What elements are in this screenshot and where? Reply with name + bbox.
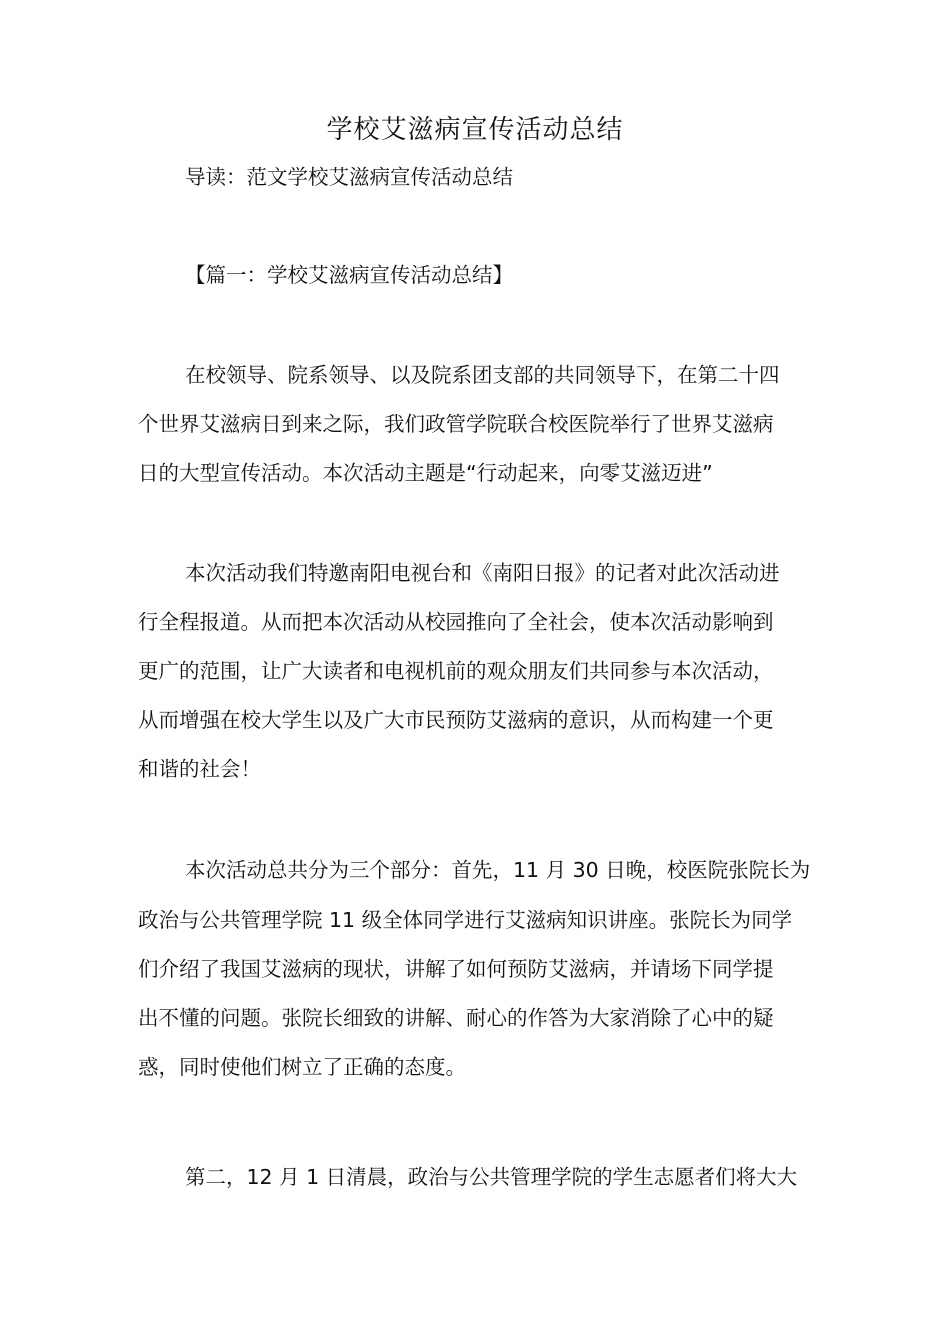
paragraph-line: 本次活动总共分为三个部分：首先，11 月 30 日晚，校医院张院长为 [185, 858, 811, 882]
paragraph-line: 和谐的社会！ [138, 757, 261, 781]
paragraph-line: 从而增强在校大学生以及广大市民预防艾滋病的意识，从而构建一个更 [138, 708, 774, 732]
paragraph-line: 在校领导、院系领导、以及院系团支部的共同领导下，在第二十四 [185, 363, 780, 387]
document-title: 学校艾滋病宣传活动总结 [326, 115, 624, 145]
paragraph-line: 政治与公共管理学院 11 级全体同学进行艾滋病知识讲座。张院长为同学 [138, 908, 793, 932]
paragraph-line: 行全程报道。从而把本次活动从校园推向了全社会，使本次活动影响到 [138, 610, 774, 634]
paragraph-line: 本次活动我们特邀南阳电视台和《南阳日报》的记者对此次活动进 [185, 561, 780, 585]
paragraph-line: 第二，12 月 1 日清晨，政治与公共管理学院的学生志愿者们将大大 [185, 1165, 798, 1189]
paragraph-line: 们介绍了我国艾滋病的现状，讲解了如何预防艾滋病，并请场下同学提 [138, 957, 774, 981]
paragraph-line: 日的大型宣传活动。本次活动主题是“行动起来，向零艾滋迈进” [138, 461, 713, 485]
section-heading: 【篇一：学校艾滋病宣传活动总结】 [185, 263, 513, 287]
paragraph-line: 个世界艾滋病日到来之际，我们政管学院联合校医院举行了世界艾滋病 [138, 412, 774, 436]
paragraph-line: 惑，同时使他们树立了正确的态度。 [138, 1055, 466, 1079]
paragraph-line: 出不懂的问题。张院长细致的讲解、耐心的作答为大家消除了心中的疑 [138, 1006, 774, 1030]
paragraph-line: 更广的范围，让广大读者和电视机前的观众朋友们共同参与本次活动， [138, 659, 774, 683]
intro-line: 导读：范文学校艾滋病宣传活动总结 [185, 165, 513, 189]
